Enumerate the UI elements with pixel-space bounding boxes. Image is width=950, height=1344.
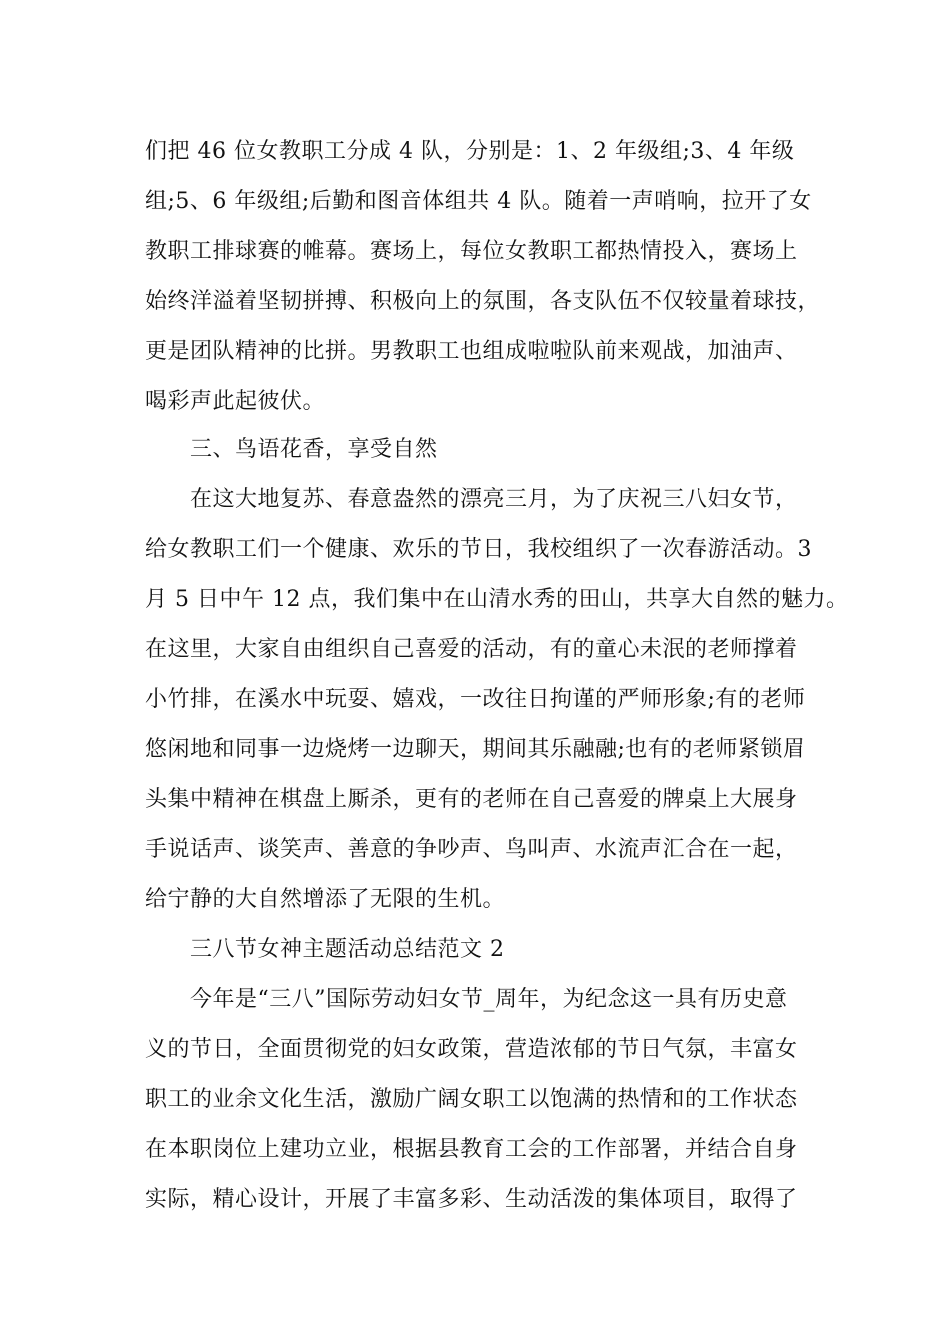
text-line: 手说话声、谈笑声、善意的争吵声、鸟叫声、水流声汇合在一起， [145, 837, 798, 862]
text-line: 悠闲地和同事一边烧烤一边聊天，期间其乐融融;也有的老师紧锁眉 [145, 737, 806, 762]
text-line: 头集中精神在棋盘上厮杀，更有的老师在自己喜爱的牌桌上大展身 [145, 787, 798, 812]
text-line: 在本职岗位上建功立业，根据县教育工会的工作部署，并结合自身 [145, 1137, 798, 1162]
text-line: 始终洋溢着坚韧拼搏、积极向上的氛围，各支队伍不仅较量着球技， [145, 289, 821, 314]
text-line: 组;5、6 年级组;后勤和图音体组共 4 队。随着一声哨响，拉开了女 [145, 189, 812, 214]
text-line: 职工的业余文化生活，激励广阔女职工以饱满的热情和的工作状态 [145, 1087, 798, 1112]
text-line: 月 5 日中午 12 点，我们集中在山清水秀的田山，共享大自然的魅力。 [145, 587, 849, 612]
text-line: 教职工排球赛的帷幕。赛场上，每位女教职工都热情投入，赛场上 [145, 239, 798, 264]
text-line: 给女教职工们一个健康、欢乐的节日，我校组织了一次春游活动。3 [145, 537, 812, 562]
text-line: 给宁静的大自然增添了无限的生机。 [145, 887, 506, 912]
text-line: 们把 46 位女教职工分成 4 队，分别是：1、2 年级组;3、4 年级 [145, 139, 795, 164]
text-line: 实际，精心设计，开展了丰富多彩、生动活泼的集体项目，取得了 [145, 1187, 798, 1212]
text-line: 小竹排，在溪水中玩耍、嬉戏，一改往日拘谨的严师形象;有的老师 [145, 687, 806, 712]
text-line: 喝彩声此起彼伏。 [145, 389, 326, 414]
text-line: 在这大地复苏、春意盎然的漂亮三月，为了庆祝三八妇女节， [190, 487, 798, 512]
section-heading: 三、鸟语花香，享受自然 [190, 437, 438, 462]
text-line: 今年是“三八”国际劳动妇女节_周年，为纪念这一具有历史意 [190, 987, 788, 1012]
text-line: 义的节日，全面贯彻党的妇女政策，营造浓郁的节日气氛，丰富女 [145, 1037, 798, 1062]
text-line: 更是团队精神的比拼。男教职工也组成啦啦队前来观战，加油声、 [145, 339, 798, 364]
article-title: 三八节女神主题活动总结范文 2 [190, 937, 505, 962]
text-line: 在这里，大家自由组织自己喜爱的活动，有的童心未泯的老师撑着 [145, 637, 798, 662]
